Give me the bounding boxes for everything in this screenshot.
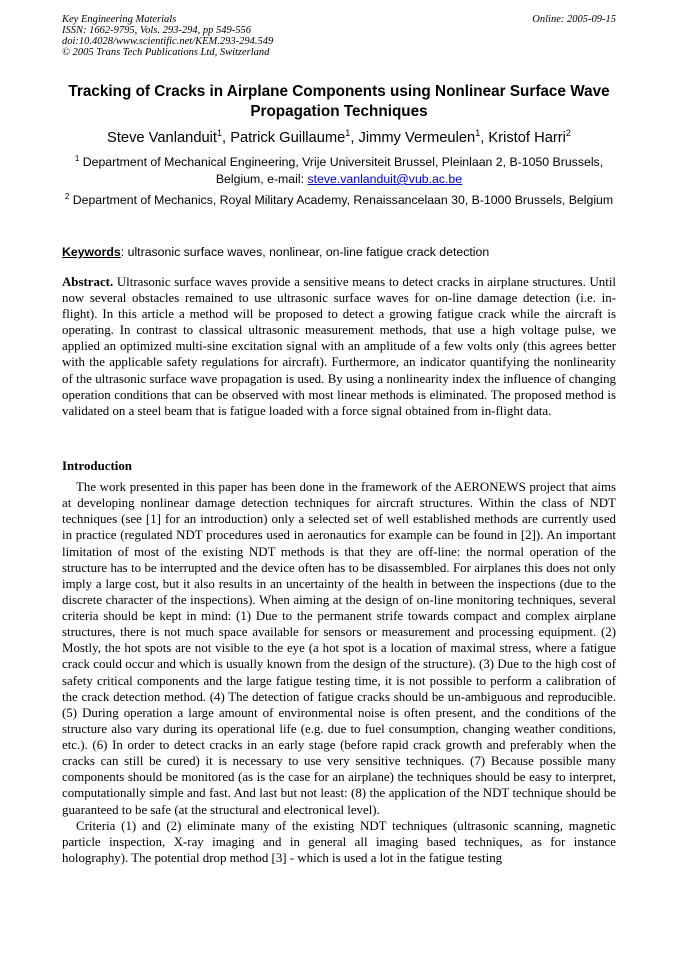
author-name: Kristof Harri	[488, 130, 566, 146]
section-heading-introduction: Introduction	[62, 459, 132, 473]
online-date: Online: 2005-09-15	[532, 14, 616, 25]
journal-header	[62, 14, 273, 58]
affiliation-1	[62, 154, 616, 188]
paper-title: Tracking of Cracks in Airplane Components using Nonlinear Surface Wave Propagation Techniques	[68, 83, 610, 120]
author-affil-mark: 1	[217, 128, 223, 138]
introduction-body	[62, 479, 616, 866]
author-affil-mark: 2	[565, 128, 571, 138]
author-name: Steve Vanlanduit	[107, 130, 218, 146]
email-link[interactable]: steve.vanlanduit@vub.ac.be	[307, 172, 463, 186]
affiliation-text: Department of Mechanical Engineering, Vrije Universiteit Brussel, Pleinlaan 2, B-1050 Brussels, Belgium, e-mail:	[82, 155, 604, 186]
doi-line: doi:10.4028/www.scientific.net/KEM.293-294.549	[62, 36, 274, 47]
author-affil-mark: 1	[475, 128, 481, 138]
journal-name: Key Engineering Materials	[62, 14, 177, 25]
author-affil-mark: 1	[345, 128, 351, 138]
affiliation-2	[62, 192, 616, 209]
abstract-paragraph	[62, 274, 616, 419]
affiliation-text: Department of Mechanics, Royal Military Academy, Renaissancelaan 30, B-1000 Brussels, Belgium	[72, 193, 614, 207]
paragraph: Criteria (1) and (2) eliminate many of the existing NDT techniques (ultrasonic scanning, magnetic particle inspection, X-ray imaging and in general all imaging based techniques, as for instance holography). The potential drop method [3] - which is used a lot in the fatigue testing	[62, 818, 616, 865]
issn-line: ISSN: 1662-9795, Vols. 293-294, pp 549-556	[62, 25, 251, 36]
abstract-text: Ultrasonic surface waves provide a sensitive means to detect cracks in airplane structures. Until now several obstacles remained to use ultrasonic surface waves for on-line damage detection (i.e. in-flight). In this article a method will be proposed to detect a growing fatigue crack while the aircraft is operating. In contrast to classical ultrasonic measurement methods, that use a high voltage pulse, we applied an optimized multi-sine excitation signal with an amplitude of a few volts only (this agrees better with the applicable safety regulations for aircraft). Furthermore, an indicator quantifying the nonlinearity of the ultrasonic surface wave propagation is used. By using a nonlinearity index the influence of changing operation conditions that can be observed with most linear methods is eliminated. The proposed method is validated on a steel beam that is fatigue loaded with a force signal obtained from in-flight data.	[62, 275, 616, 418]
author-name: Patrick Guillaume	[230, 130, 346, 146]
author-list: Steve Vanlanduit$^1$, Patrick Guillaume$^1$, Jimmy Vermeulen$^1$, Kristof Harri$^2$	[107, 128, 571, 146]
keywords-text: : ultrasonic surface waves, nonlinear, on-line fatigue crack detection	[120, 245, 490, 259]
affiliation-mark: 1	[74, 154, 80, 163]
author-name: Jimmy Vermeulen	[358, 130, 476, 146]
abstract	[62, 274, 616, 419]
keywords-line	[62, 244, 616, 260]
keywords-label: Keywords	[62, 245, 121, 259]
abstract-label: Abstract.	[62, 275, 114, 289]
copyright-line: © 2005 Trans Tech Publications Ltd, Switzerland	[62, 47, 270, 58]
paragraph: The work presented in this paper has been done in the framework of the AERONEWS project that aims at developing nonlinear damage detection techniques for aircraft structures. Within the class of NDT techniques (see [1] for an introduction) only a selected set of well established methods are currently used in practice (regulated NDT procedures used in aeronautics for example can be found in [2]). An important limitation of most of the existing NDT methods is that they are off-line: the normal operation of the structure has to be interrupted and the device often has to be disassembled. For airplanes this does not only imply a large cost, but it also results in an uncertainty of the health in between the inspections (due to the discrete character of the inspections). When aiming at the design of on-line monitoring techniques, several criteria should be kept in mind: (1) Due to the permanent strife towards compact and complex airplane structures, there is not much space available for sensors or measurement and processing equipment. (2) Mostly, the hot spots are not visible to the eye (a hot spot is a location of maximal stress, where a fatigue crack could occur and which is usually known from the design of the structure). (3) Due to the high cost of safety critical components and the large fatigue testing time, it is not possible to perform a calibration of the crack detection method. (4) The detection of fatigue cracks should be un-ambiguous and reproducible. (5) During operation a large amount of environmental noise is often present, and the conditions of the structure also vary during its operational life (e.g. due to fuel consumption, changing weather conditions, etc.). (6) In order to detect cracks in an early stage (before rapid crack growth and preferably when the cracks can still be cured) it is necessary to use very sensitive techniques. (7) Because possible many components should be monitored (as is the case for an airplane) the techniques should be easy to interpret, computationally simple and fast. And last but not least: (8) the application of the NDT technique should be guaranteed to be safe (at the structural and electronical level).	[62, 480, 616, 817]
affiliation-mark: 2	[64, 192, 70, 201]
